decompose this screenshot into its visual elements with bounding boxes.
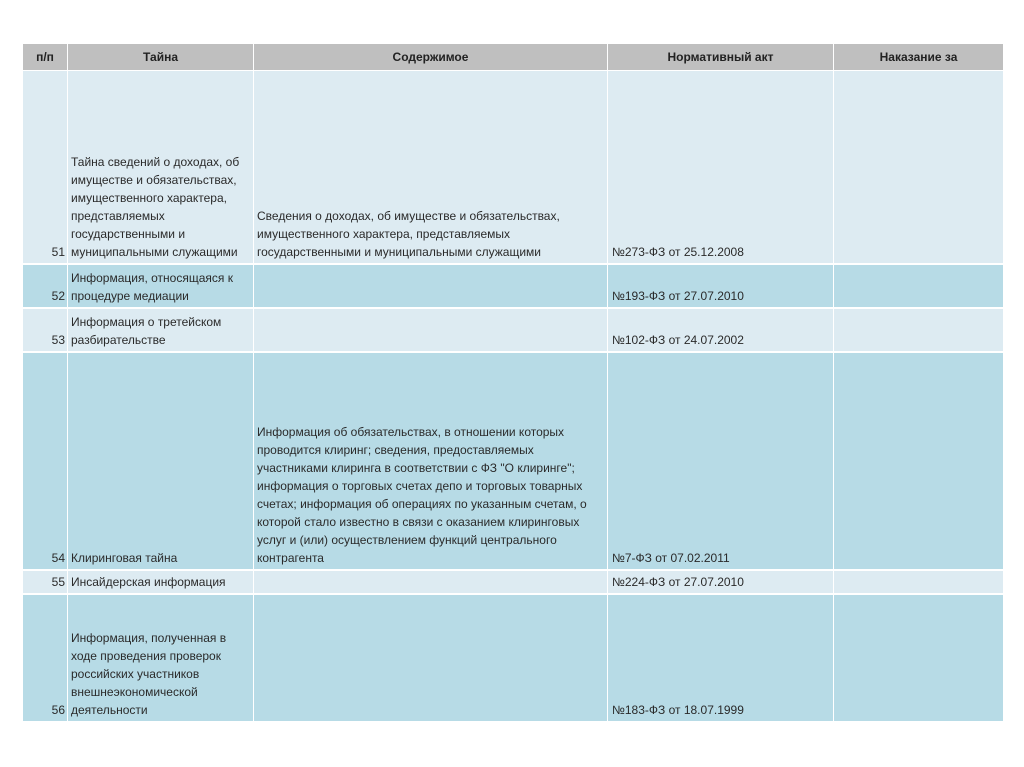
header-punishment: Наказание за (834, 44, 1003, 71)
row-content: Сведения о доходах, об имуществе и обязательствах, имущественного характера, представляемых государственными и муниципальными служащими (254, 71, 608, 265)
table-row (23, 309, 1003, 353)
table-row (23, 71, 1003, 265)
header-act: Нормативный акт (608, 44, 834, 71)
row-punishment (834, 595, 1003, 723)
row-punishment (834, 353, 1003, 571)
row-secret: Информация, полученная в ходе проведения проверок российских участников внешнеэкономической деятельности (68, 595, 254, 723)
row-content (254, 309, 608, 353)
row-act: №193-ФЗ от 27.07.2010 (608, 265, 834, 309)
row-secret: Инсайдерская информация (68, 571, 254, 595)
table-row (23, 265, 1003, 309)
header-content: Содержимое (254, 44, 608, 71)
row-num: 53 (23, 309, 68, 353)
row-punishment (834, 309, 1003, 353)
table-row (23, 571, 1003, 595)
row-content: Информация об обязательствах, в отношении которых проводится клиринг; сведения, предоставляемых участниками клиринга в соответствии с ФЗ "О клиринге"; информация о торговых счетах депо и торговых товарных счетах; информация об операциях по указанным счетам, о которой стало известно в связи с оказанием клиринговых услуг и (или) осуществлением функций центрального контрагента (254, 353, 608, 571)
row-punishment (834, 265, 1003, 309)
row-content (254, 595, 608, 723)
row-act: №224-ФЗ от 27.07.2010 (608, 571, 834, 595)
secrets-table (23, 44, 1003, 723)
row-punishment (834, 571, 1003, 595)
row-num: 54 (23, 353, 68, 571)
row-secret: Информация о третейском разбирательстве (68, 309, 254, 353)
header-secret: Тайна (68, 44, 254, 71)
row-num: 56 (23, 595, 68, 723)
row-secret: Тайна сведений о доходах, об имуществе и обязательствах, имущественного характера, представляемых государственными и муниципальными служащими (68, 71, 254, 265)
table-row (23, 595, 1003, 723)
row-secret: Информация, относящаяся к процедуре медиации (68, 265, 254, 309)
row-act: №273-ФЗ от 25.12.2008 (608, 71, 834, 265)
row-num: 51 (23, 71, 68, 265)
row-num: 52 (23, 265, 68, 309)
row-content (254, 265, 608, 309)
row-punishment (834, 71, 1003, 265)
row-num: 55 (23, 571, 68, 595)
row-content (254, 571, 608, 595)
header-row (23, 44, 1003, 71)
row-act: №7-ФЗ от 07.02.2011 (608, 353, 834, 571)
header-num: п/п (23, 44, 68, 71)
row-secret: Клиринговая тайна (68, 353, 254, 571)
row-act: №183-ФЗ от 18.07.1999 (608, 595, 834, 723)
table-row (23, 353, 1003, 571)
row-act: №102-ФЗ от 24.07.2002 (608, 309, 834, 353)
